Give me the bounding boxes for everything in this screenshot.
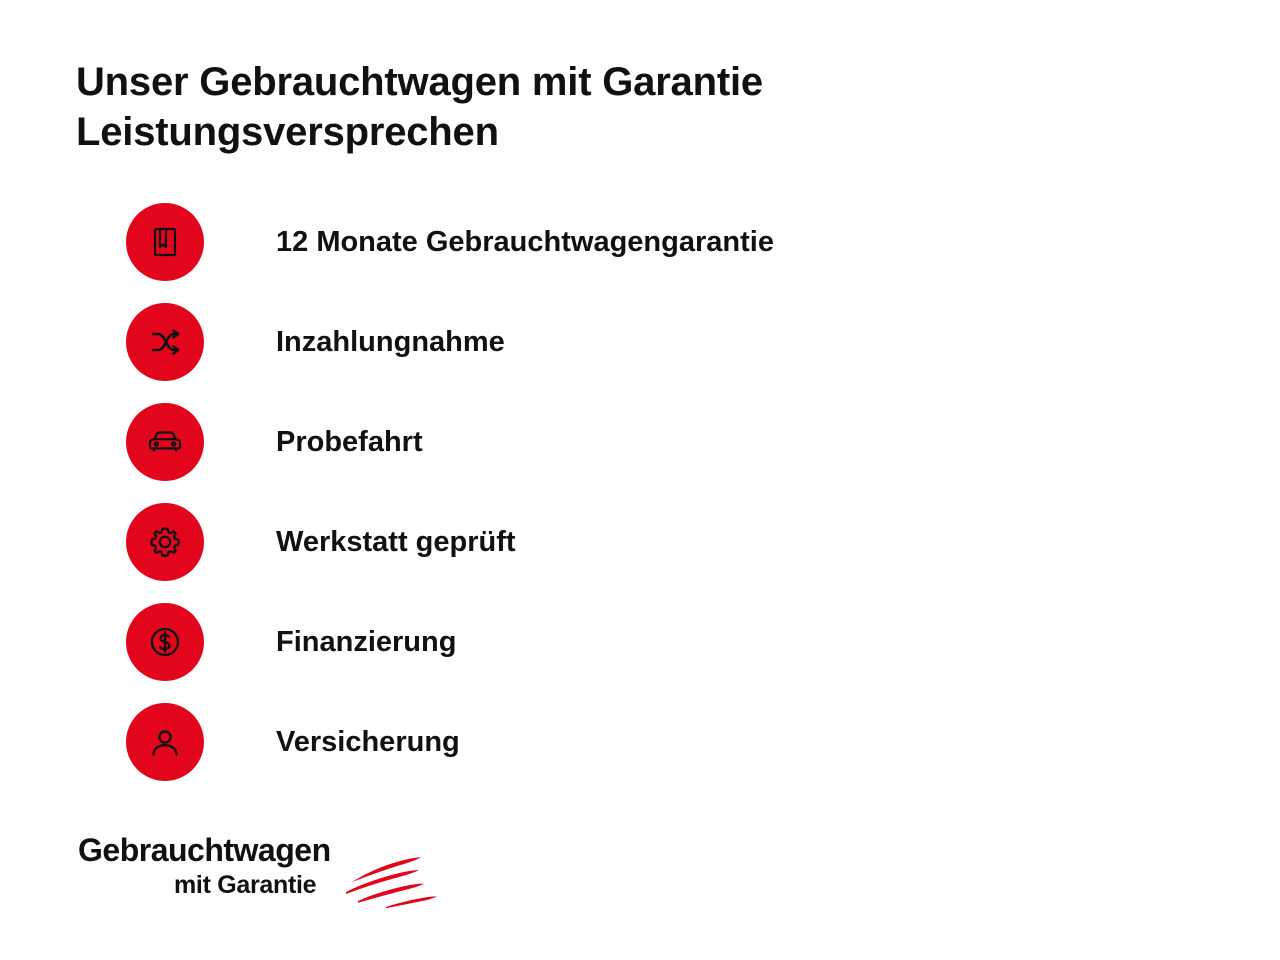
list-item-label: Inzahlungnahme: [276, 325, 505, 358]
icon-badge: [126, 503, 204, 581]
list-item-label: 12 Monate Gebrauchtwagengarantie: [276, 225, 774, 258]
car-front-icon: [142, 419, 188, 465]
list-item-label: Versicherung: [276, 725, 460, 758]
logo-line-2: mit Garantie: [174, 871, 317, 899]
page-title-line-2: Leistungsversprechen: [76, 109, 499, 154]
shuffle-arrows-icon: [144, 321, 186, 363]
logo: [78, 828, 498, 914]
logo-line-1: Gebrauchtwagen: [78, 832, 331, 868]
page-title: [76, 58, 1076, 157]
icon-badge: [126, 603, 204, 681]
page-title-line-1: Unser Gebrauchtwagen mit Garantie: [76, 60, 763, 104]
list-item: [76, 492, 1176, 592]
list-item: [76, 592, 1176, 692]
list-item: [76, 292, 1176, 392]
list-item-label: Finanzierung: [276, 625, 457, 658]
gear-icon: [143, 520, 187, 564]
dollar-coin-icon: [143, 620, 187, 664]
list-item: [76, 392, 1176, 492]
list-item-label: Probefahrt: [276, 425, 423, 458]
book-icon: [145, 222, 185, 262]
icon-badge: [126, 703, 204, 781]
icon-badge: [126, 203, 204, 281]
list-item-label: Werkstatt geprüft: [276, 525, 516, 558]
list-item: [76, 692, 1176, 792]
brush-stroke-icon: [344, 848, 454, 915]
icon-badge: [126, 303, 204, 381]
person-icon: [143, 720, 187, 764]
icon-badge: [126, 403, 204, 481]
feature-list: [76, 192, 1176, 792]
list-item: [76, 192, 1176, 292]
